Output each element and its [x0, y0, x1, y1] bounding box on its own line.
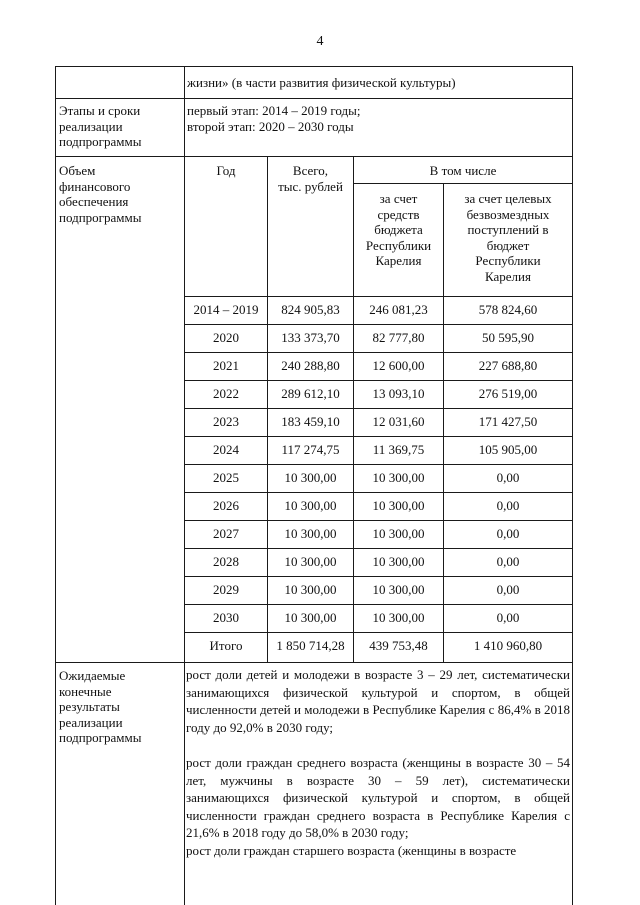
result-paragraph-2: рост доли граждан среднего возраста (женщины в возрасте 30 – 54 лет, мужчины в возрасте 30 – 59 лет), систематически занимающихся физической культурой и спортом, в общей численности граждан среднего возраста в Республике Карелия с 21,6% в 2018 году до 58,0% в 2030 году; — [186, 755, 570, 840]
finance-targeted-cell: 578 824,60 — [478, 302, 538, 317]
finance-total-cell: 1 850 714,28 — [276, 638, 345, 653]
finance-total-cell: 10 300,00 — [284, 582, 337, 597]
finance-targeted-cell: 171 427,50 — [478, 414, 538, 429]
finance-total-cell: 10 300,00 — [284, 526, 337, 541]
finance-budget-cell: 10 300,00 — [372, 554, 425, 569]
finance-budget-cell: 246 081,23 — [369, 302, 428, 317]
page-number: 4 — [316, 34, 324, 49]
finance-year-cell: 2023 — [213, 414, 239, 429]
finance-budget-cell: 82 777,80 — [372, 330, 425, 345]
finance-year-cell: 2021 — [213, 358, 239, 373]
finance-year-cell: 2025 — [213, 470, 239, 485]
finance-total-cell: 240 288,80 — [281, 358, 340, 373]
finance-targeted-cell: 0,00 — [496, 554, 520, 569]
header-year: Год — [216, 163, 236, 178]
finance-targeted-cell: 1 410 960,80 — [473, 638, 543, 653]
finance-year-cell: 2028 — [213, 554, 239, 569]
finance-budget-cell: 10 300,00 — [372, 498, 425, 513]
finance-total-cell: 183 459,10 — [281, 414, 340, 429]
finance-targeted-cell: 50 595,90 — [482, 330, 534, 345]
finance-total-cell: 289 612,10 — [281, 386, 340, 401]
finance-targeted-cell: 105 905,00 — [478, 442, 538, 457]
result-paragraph-1: рост доли детей и молодежи в возрасте 3 – 29 лет, систематически занимающихся физической культурой и спортом, в общей численности детей и молодежи в Республике Карелия с 86,4% в 2018 году до 92,0% в 2030 году; — [186, 667, 570, 735]
finance-targeted-cell: 0,00 — [496, 582, 520, 597]
finance-total-cell: 10 300,00 — [284, 610, 337, 625]
finance-budget-cell: 10 300,00 — [372, 610, 425, 625]
finance-targeted-cell: 0,00 — [496, 498, 520, 513]
finance-targeted-cell: 276 519,00 — [478, 386, 538, 401]
finance-budget-cell: 10 300,00 — [372, 470, 425, 485]
finance-targeted-cell: 227 688,80 — [478, 358, 538, 373]
finance-year-cell: 2029 — [213, 582, 239, 597]
finance-total-cell: 10 300,00 — [284, 554, 337, 569]
finance-year-cell: 2027 — [213, 526, 239, 541]
finance-total-cell: 117 274,75 — [281, 442, 340, 457]
finance-year-cell: 2026 — [213, 498, 239, 513]
finance-targeted-cell: 0,00 — [496, 470, 520, 485]
finance-year-cell: 2014 – 2019 — [193, 302, 259, 317]
finance-total-cell: 133 373,70 — [281, 330, 340, 345]
finance-total-cell: 824 905,83 — [281, 302, 340, 317]
finance-budget-cell: 11 369,75 — [372, 442, 425, 457]
finance-budget-cell: 12 600,00 — [372, 358, 425, 373]
finance-year-cell: 2022 — [213, 386, 239, 401]
finance-total-cell: 10 300,00 — [284, 470, 337, 485]
finance-total-cell: 10 300,00 — [284, 498, 337, 513]
finance-budget-cell: 12 031,60 — [372, 414, 425, 429]
finance-targeted-cell: 0,00 — [496, 526, 520, 541]
finance-budget-cell: 10 300,00 — [372, 582, 425, 597]
result-paragraph-3: рост доли граждан старшего возраста (женщины в возрасте — [186, 843, 517, 858]
continuation-text: жизни» (в части развития физической культуры) — [187, 75, 456, 90]
finance-year-cell: 2030 — [213, 610, 239, 625]
finance-year-cell: 2020 — [213, 330, 239, 345]
finance-budget-cell: 439 753,48 — [369, 638, 428, 653]
finance-year-cell: Итого — [209, 638, 243, 653]
header-including: В том числе — [429, 163, 497, 178]
finance-year-cell: 2024 — [213, 442, 239, 457]
finance-budget-cell: 10 300,00 — [372, 526, 425, 541]
finance-targeted-cell: 0,00 — [496, 610, 520, 625]
finance-budget-cell: 13 093,10 — [372, 386, 425, 401]
